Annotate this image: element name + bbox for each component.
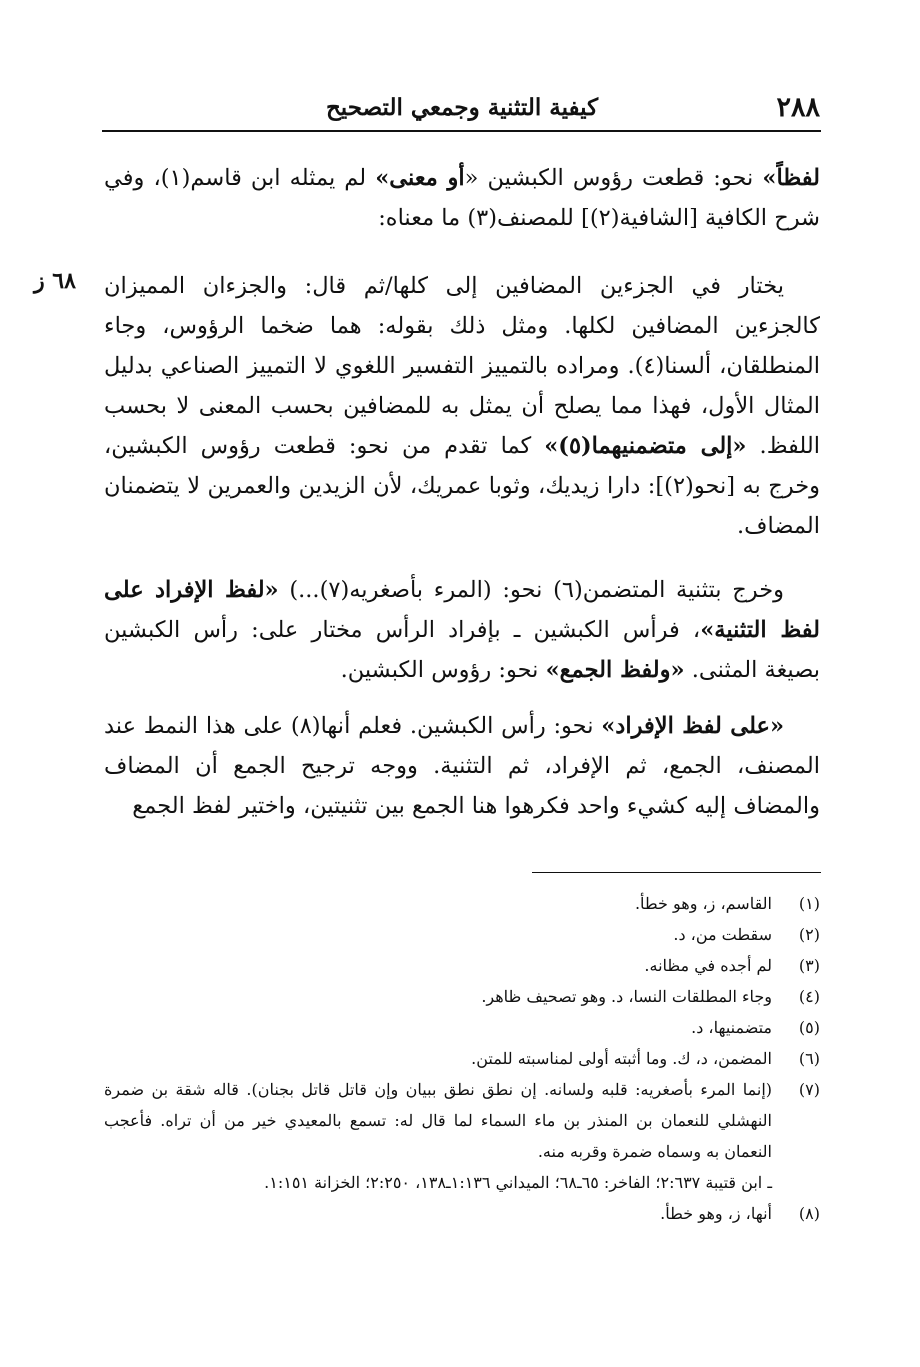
paragraph-text: يختار في الجزءين المضافين إلى كلها/ثم قال: والجزءان المميزان كالجزءين المضافين لكلها. ومثل ذلك بقوله: هما ضخما الرؤوس، وجاء المنطلقان، ألسنا(٤). ومراده بالتمييز التفسير اللغوي لا التمييز الصناعي بدليل المثال الأول، فهذا مما يصلح أن يمثل به للمضافين بحسب المعنى لا بحسب اللفظ.: [104, 273, 820, 459]
footnote-text: المضمن، د، ك. وما أثبته أولى لمناسبته للمتن.: [471, 1049, 772, 1068]
footnote: [104, 950, 820, 981]
footnote-text: متضمنيها، د.: [691, 1018, 772, 1037]
bold-term: لفظاً»: [762, 165, 820, 191]
footnote-number: (٤): [798, 987, 820, 1006]
footnote-separator: [532, 872, 821, 873]
footnote-sources: ـ ابن قتيبة ٢:٦٣٧؛ الفاخر: ٦٥ـ٦٨؛ الميداني ١:١٣٦ـ١٣٨، ٢:٢٥٠؛ الخزانة ١:١٥١.: [264, 1173, 772, 1192]
footnote-text: وجاء المطلقات النسا، د. وهو تصحيف ظاهر.: [481, 987, 772, 1006]
bold-term: «إلى متضمنيهما(٥)»: [544, 433, 747, 459]
bold-term: «ولفظ الجمع»: [545, 657, 685, 683]
paragraph-text: كما تقدم من نحو: قطعت رؤوس الكبشين، وخرج به [نحو(٢)]: دارا زيديك، وثوبا عمريك، لأن الزيدين والعمرين لا يتضمنان المضاف.: [104, 433, 820, 539]
paragraph-text: لم يمثله ابن قاسم(١)، وفي شرح الكافية [الشافية(٢)] للمصنف(٣) ما معناه:: [104, 165, 820, 231]
paragraph-4: [104, 706, 820, 826]
paragraph-text: نحو: قطعت رؤوس الكبشين «: [464, 165, 763, 191]
footnote-number: (٧): [798, 1080, 820, 1099]
footnote-text: أنها، ز، وهو خطأ.: [660, 1204, 772, 1223]
footnote-number: (١): [798, 894, 820, 913]
bold-term: أو معنى»: [375, 165, 465, 191]
footnote-number: (٣): [798, 956, 820, 975]
paragraph-text: نحو: رأس الكبشين. فعلم أنها(٨) على هذا النمط عند المصنف، الجمع، ثم الإفراد، ثم التثنية. ووجه ترجيح الجمع أن المضاف والمضاف إليه كشيء واحد فكرهوا هنا الجمع بين تثنيتين، واختير لفظ الجمع: [104, 713, 820, 819]
margin-manuscript-note: ٦٨ ز: [34, 268, 76, 294]
footnote-number: (٥): [798, 1018, 820, 1037]
paragraph-1: [104, 158, 820, 238]
footnote: [104, 888, 820, 919]
paragraph-3: [104, 570, 820, 690]
footnote-text: (إنما المرء بأصغريه: قلبه ولسانه. إن نطق نطق ببيان وإن قاتل قاتل بجنان). قاله شقة بن ضمرة النهشلي للنعمان بن المنذر بن ماء السماء لما قال له: تسمع بالمعيدي خير من أن تراه. فأعجب النعمان به وسماه ضمرة وقربه منه.: [104, 1080, 772, 1161]
page-number: ٢٨٨: [776, 92, 820, 123]
bold-term: «على لفظ الإفراد»: [601, 713, 785, 739]
paragraph-text: وخرج بتثنية المتضمن(٦) نحو: (المرء بأصغريه(٧)...): [278, 577, 784, 603]
paragraph-text: ، فرأس الكبشين ـ بإفراد الرأس مختار على: رأس الكبشين بصيغة المثنى.: [104, 617, 820, 683]
paragraph-2: [104, 266, 820, 546]
footnote-text: سقطت من، د.: [673, 925, 772, 944]
paragraph-text: نحو: رؤوس الكبشين.: [340, 657, 546, 683]
footnotes: [104, 888, 820, 1229]
footnote: [104, 1198, 820, 1229]
footnote: [104, 981, 820, 1012]
header-rule: [102, 130, 821, 132]
footnote-number: (٢): [798, 925, 820, 944]
footnote: [104, 1043, 820, 1074]
bold-term: «لفظ الإفراد على لفظ التثنية»: [104, 577, 820, 643]
footnote-text: لم أجده في مظانه.: [644, 956, 772, 975]
page-header: [104, 92, 820, 128]
footnote: [104, 1012, 820, 1043]
footnote-number: (٦): [798, 1049, 820, 1068]
footnote: [104, 919, 820, 950]
footnote-text: القاسم، ز، وهو خطأ.: [634, 894, 772, 913]
footnote: [104, 1074, 820, 1167]
running-title: كيفية التثنية وجمعي التصحيح: [325, 94, 599, 121]
footnote-number: (٨): [798, 1204, 820, 1223]
